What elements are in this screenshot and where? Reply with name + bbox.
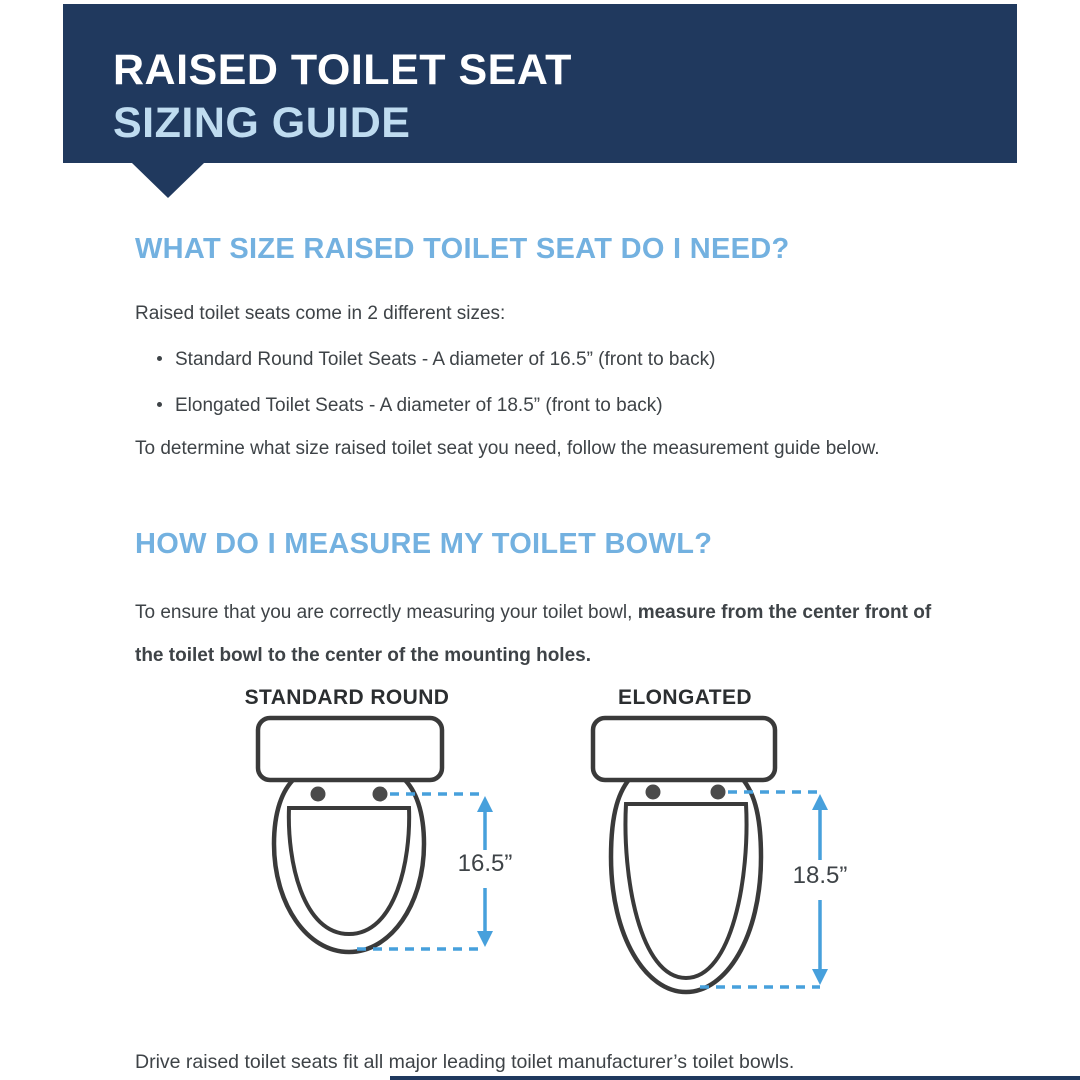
mounting-hole-right (711, 785, 726, 800)
bullet-dot (157, 402, 162, 407)
diagram-label-standard-round: STANDARD ROUND (244, 686, 450, 709)
measure-arrowhead-down (477, 931, 493, 947)
sizes-intro-text: Raised toilet seats come in 2 different sizes: (135, 303, 506, 324)
mounting-hole-right (373, 787, 388, 802)
measure-instructions (135, 591, 935, 677)
sizes-outro-text: To determine what size raised toilet seat you need, follow the measurement guide below. (135, 438, 880, 459)
mounting-hole-left (311, 787, 326, 802)
measure-arrowhead-down (812, 969, 828, 985)
footer-note: Drive raised toilet seats fit all major leading toilet manufacturer’s toilet bowls. (135, 1051, 795, 1073)
page-subtitle: SIZING GUIDE (113, 99, 411, 147)
bullet-dot (157, 356, 162, 361)
measure-instructions-regular: To ensure that you are correctly measuring your toilet bowl, (135, 602, 638, 623)
measure-arrowhead-up (812, 794, 828, 810)
footer-bar (390, 1076, 1080, 1080)
page-title: RAISED TOILET SEAT (113, 46, 572, 94)
list-item-standard-round (157, 349, 715, 371)
diagram-label-elongated: ELONGATED (618, 686, 752, 709)
measurement-standard-round: 16.5” (457, 850, 513, 877)
list-item-text: Standard Round Toilet Seats - A diameter of 16.5” (front to back) (175, 349, 716, 370)
standard-round-toilet-diagram (225, 712, 525, 972)
tank-outline (258, 718, 442, 780)
section-heading-what-size: WHAT SIZE RAISED TOILET SEAT DO I NEED? (135, 233, 790, 265)
measure-instructions-bold: measure from the center front of the toilet bowl to the center of the mounting holes. (135, 602, 932, 666)
mounting-hole-left (646, 785, 661, 800)
measure-arrowhead-up (477, 796, 493, 812)
list-item-elongated (157, 395, 663, 417)
tank-outline (593, 718, 775, 780)
header-banner (63, 4, 1017, 163)
banner-pointer-triangle (132, 163, 204, 198)
list-item-text: Elongated Toilet Seats - A diameter of 18.5” (front to back) (175, 395, 663, 416)
measurement-elongated: 18.5” (792, 862, 848, 889)
section-heading-how-measure: HOW DO I MEASURE MY TOILET BOWL? (135, 528, 713, 560)
